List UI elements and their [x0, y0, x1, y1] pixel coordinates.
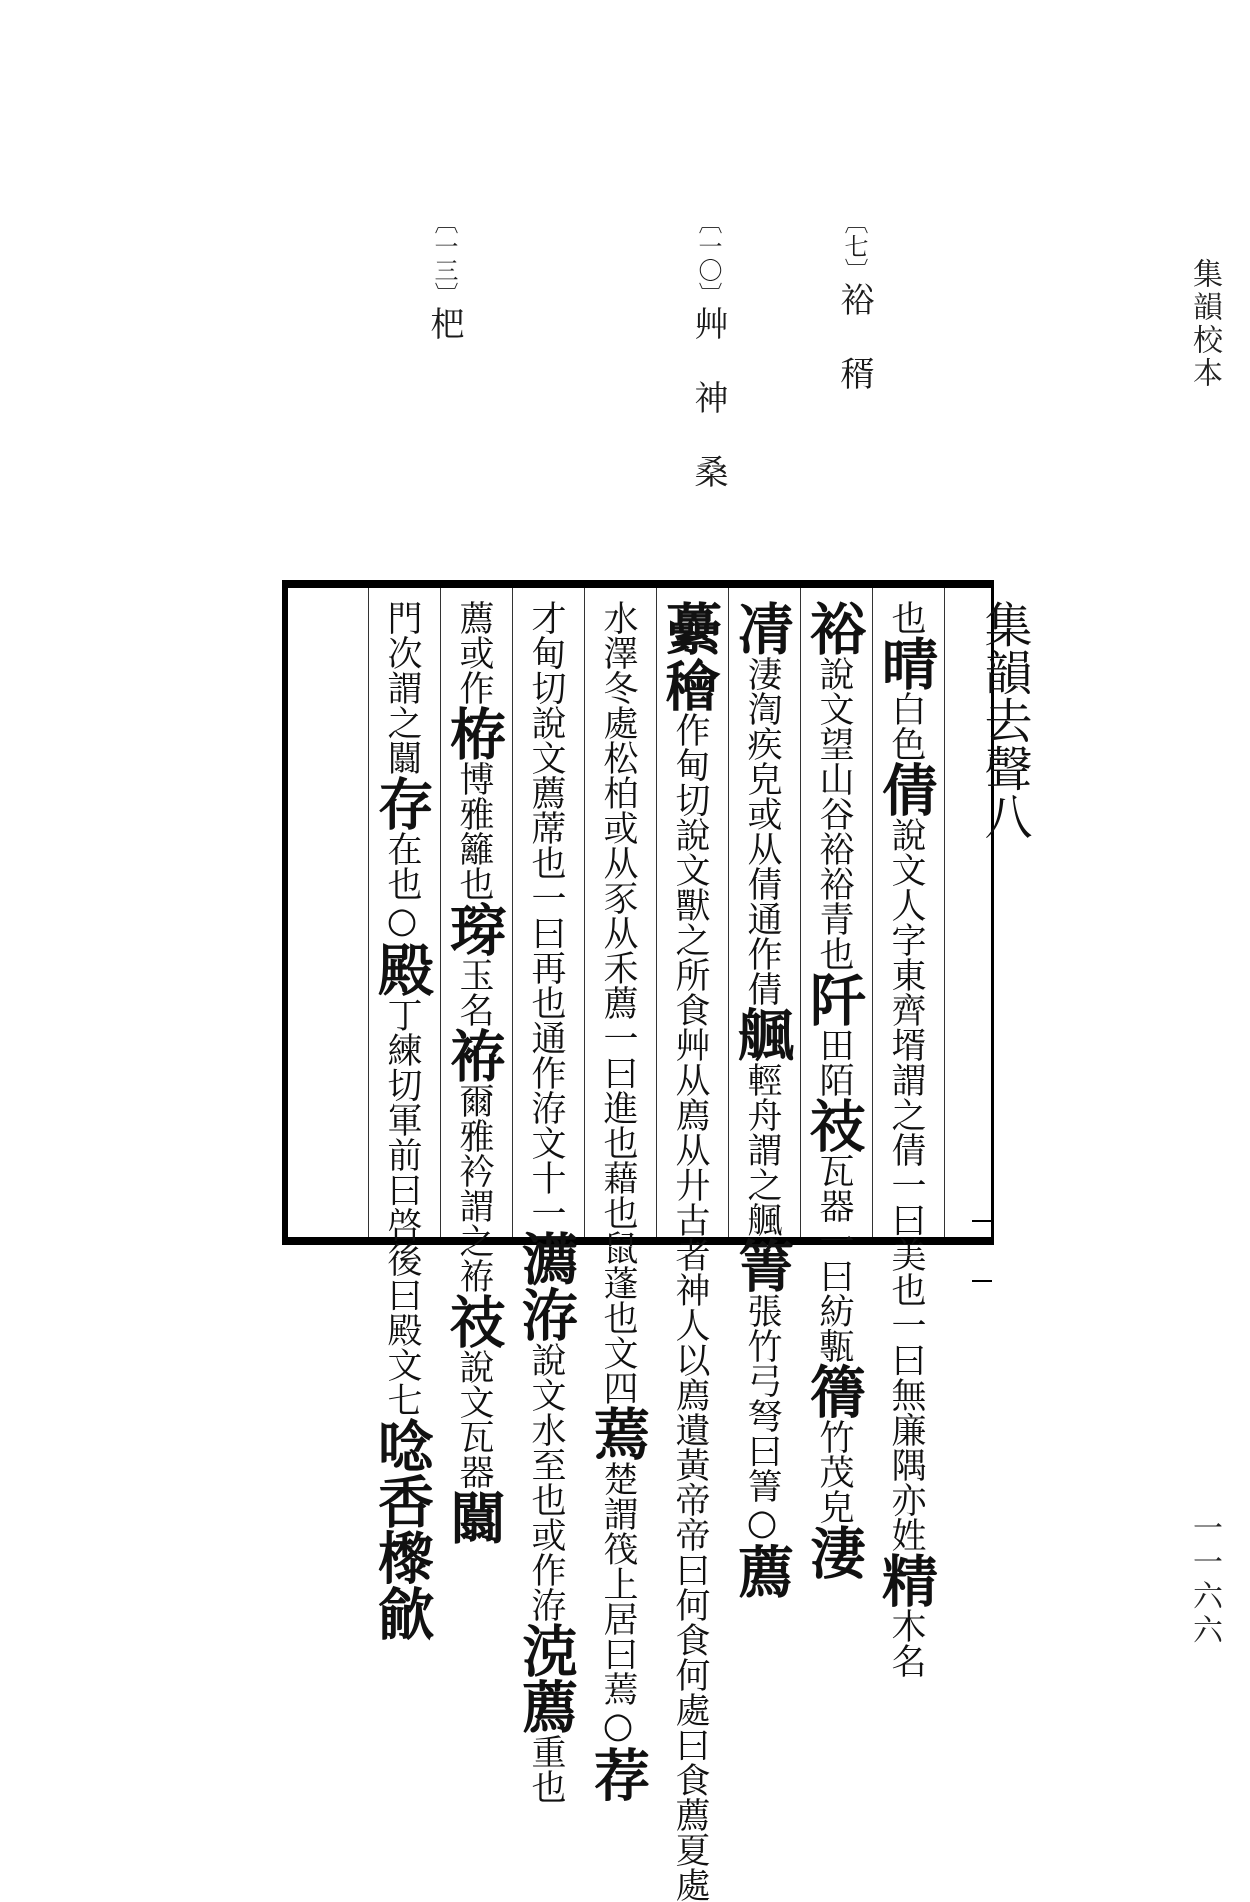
text-column	[513, 600, 579, 1804]
gloss-text: 說文望山谷裕裕青也	[814, 656, 854, 971]
head-character: 晴	[873, 635, 939, 691]
head-character: 䃽	[441, 1293, 507, 1349]
head-character: 瑏	[441, 901, 507, 957]
head-character: 瀳	[513, 1230, 579, 1286]
fold-mark	[972, 1220, 992, 1222]
fold-mark	[972, 1280, 992, 1282]
gloss-text: ○	[382, 901, 422, 941]
banxin-title: 集韻去聲八	[976, 600, 1032, 840]
collation-note	[420, 210, 469, 340]
gloss-text: 說文水至也或作洊	[526, 1342, 566, 1622]
column-rule	[512, 588, 513, 1237]
gloss-text: 在也	[382, 831, 422, 901]
frame-border-left	[282, 580, 288, 1245]
head-character: 凊	[729, 600, 795, 656]
collation-note	[684, 210, 733, 488]
text-column	[585, 600, 651, 1802]
text-column	[801, 600, 867, 1580]
text-column	[873, 600, 939, 1678]
head-character: 虆	[657, 600, 723, 656]
text-column	[729, 600, 795, 1599]
note-text: 杷	[424, 306, 464, 340]
gloss-text: 說文人字東齊壻謂之倩一曰美也一曰無廉隅亦姓	[886, 817, 926, 1552]
gloss-text: 才甸切說文薦蓆也一曰再也通作洊文十一	[526, 600, 566, 1230]
head-character: 𥢶	[657, 656, 723, 712]
gloss-text: 木名	[886, 1608, 926, 1678]
gloss-text: 丁練切軍前曰啓後曰殿文七	[382, 997, 422, 1417]
gloss-text: 張竹弓弩曰箐	[742, 1293, 782, 1503]
gloss-text: 淒渹疾皃或从倩通作倩	[742, 656, 782, 1006]
gloss-text: 門次謂之闒	[382, 600, 422, 775]
head-character: 薦	[513, 1678, 579, 1734]
gloss-text: ○	[598, 1706, 638, 1746]
note-marker: 〔一三〕	[430, 210, 458, 306]
head-character: 薦	[729, 1543, 795, 1599]
gloss-text: 也	[886, 600, 926, 635]
page-number: 一一六六	[1187, 1512, 1222, 1648]
gloss-text: 玉名	[454, 957, 494, 1027]
head-character: 篟	[801, 1363, 867, 1419]
head-character: 荐	[585, 1746, 651, 1802]
column-rule	[944, 588, 945, 1237]
head-character: 阡	[801, 971, 867, 1027]
head-character: 䑺	[729, 1006, 795, 1062]
gloss-text: 作甸切說文獸之所食艸从廌从廾古者神人以廌遺黃帝帝曰何食何處曰食薦夏處	[670, 712, 710, 1902]
gloss-text: 田陌	[814, 1027, 854, 1097]
head-character: 殿	[369, 941, 435, 997]
note-text: 艸 神 桑	[688, 306, 728, 488]
gloss-text: 一曰進也藉也鼠蓬也文四	[598, 1020, 638, 1405]
gloss-text: 白色	[886, 691, 926, 761]
gloss-text: 瓦器一曰紡甎	[814, 1153, 854, 1363]
head-character: 倩	[873, 761, 939, 817]
gloss-text: 重也	[526, 1734, 566, 1804]
head-character: 闒	[441, 1489, 507, 1545]
head-character: 精	[873, 1552, 939, 1608]
running-title: 集韻校本	[1187, 258, 1222, 390]
gloss-text: 竹茂皃	[814, 1419, 854, 1524]
head-character: 蔫	[585, 1405, 651, 1461]
frame-border-top	[282, 580, 994, 588]
head-character: 㰀	[369, 1529, 435, 1585]
woodblock-text-block	[282, 580, 1032, 1902]
gloss-text: 博雅籬也	[454, 761, 494, 901]
gloss-text: 說文瓦器	[454, 1349, 494, 1489]
head-character: 栫	[441, 705, 507, 761]
gloss-text: 爾雅衿謂之袸	[454, 1083, 494, 1293]
note-marker: 〔一〇〕	[694, 210, 722, 306]
head-character: 淒	[801, 1524, 867, 1580]
head-character: 歈	[369, 1585, 435, 1641]
note-text: 裕 稰	[834, 282, 874, 390]
head-character: 唸	[369, 1417, 435, 1473]
head-character: 箐	[729, 1237, 795, 1293]
head-character: 存	[369, 775, 435, 831]
head-character: 袸	[441, 1027, 507, 1083]
head-character: 㳳	[513, 1622, 579, 1678]
note-marker: 〔七〕	[840, 210, 868, 282]
gloss-text: ○	[742, 1503, 782, 1543]
gloss-text: 輕舟謂之䑺	[742, 1062, 782, 1237]
gloss-text: 水澤冬處松柏或从豕从禾薦	[598, 600, 638, 1020]
head-character: 㕿	[369, 1473, 435, 1529]
text-column	[441, 600, 507, 1545]
head-character: 洊	[513, 1286, 579, 1342]
collation-note	[830, 210, 879, 390]
column-rule	[368, 588, 369, 1237]
head-character: 䃽	[801, 1097, 867, 1153]
text-column	[369, 600, 435, 1641]
column-rule	[728, 588, 729, 1237]
gloss-text: 薦或作	[454, 600, 494, 705]
column-rule	[584, 588, 585, 1237]
gloss-text: 楚謂筏上居曰蔫	[598, 1461, 638, 1706]
head-character: 裕	[801, 600, 867, 656]
text-column	[657, 600, 723, 1902]
